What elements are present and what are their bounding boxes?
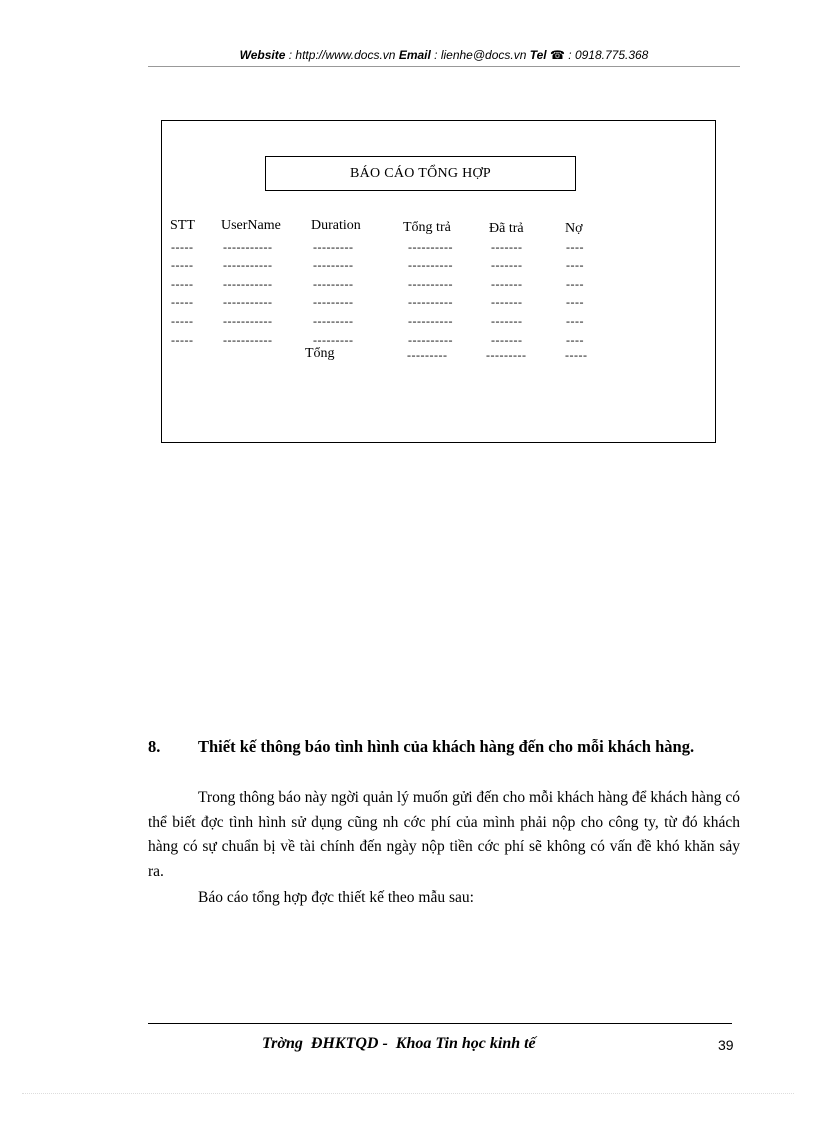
row-6-dash-duration: --------- [313,333,354,347]
row-5-dash-tong-tra: ---------- [408,314,453,328]
report-title: BÁO CÁO TỔNG HỢP [265,156,576,191]
row-1-dash-username: ----------- [223,240,273,254]
row-4-dash-tong-tra: ---------- [408,295,453,309]
row-2-dash-username: ----------- [223,258,273,272]
page-header [148,48,740,62]
row-1-dash-no: ---- [566,240,584,254]
total-dash-no: ----- [565,348,588,362]
row-3-dash-da-tra: ------- [491,277,523,291]
row-4-dash-da-tra: ------- [491,295,523,309]
row-2-dash-stt: ----- [171,258,194,272]
row-2-dash-no: ---- [566,258,584,272]
section-heading-text: Thiết kế thông báo tình hình của khách hàng đến cho mỗi khách hàng. [198,737,695,756]
row-4-dash-no: ---- [566,295,584,309]
row-3-dash-duration: --------- [313,277,354,291]
email-label: Email [398,48,431,62]
row-1-dash-tong-tra: ---------- [408,240,453,254]
page-number: 39 [718,1037,734,1053]
body-paragraph-2: Báo cáo tổng hợp đợc thiết kế theo mẫu sau: [198,889,474,906]
column-header-username: UserName [221,218,281,233]
column-header-tong-tra: Tổng trả [403,220,451,235]
column-header-no: Nợ [565,221,583,236]
row-5-dash-username: ----------- [223,314,273,328]
row-5-dash-da-tra: ------- [491,314,523,328]
row-2-dash-duration: --------- [313,258,354,272]
header-divider [148,66,740,67]
row-2-dash-da-tra: ------- [491,258,523,272]
email-value: : lienhe@docs.vn [430,48,530,62]
row-3-dash-stt: ----- [171,277,194,291]
page-bottom-edge [22,1093,794,1094]
section-heading [148,734,740,759]
row-3-dash-no: ---- [566,277,584,291]
website-label: Website [239,48,286,62]
row-5-dash-stt: ----- [171,314,194,328]
row-6-dash-tong-tra: ---------- [408,333,453,347]
row-6-dash-stt: ----- [171,333,194,347]
row-6-dash-no: ---- [566,333,584,347]
row-6-dash-username: ----------- [223,333,273,347]
website-value: : http://www.docs.vn [285,48,399,62]
row-2-dash-tong-tra: ---------- [408,258,453,272]
row-1-dash-stt: ----- [171,240,194,254]
row-4-dash-duration: --------- [313,295,354,309]
row-5-dash-duration: --------- [313,314,354,328]
row-1-dash-da-tra: ------- [491,240,523,254]
column-header-da-tra: Đã trả [489,221,524,236]
section-number: 8. [148,737,161,756]
tel-value: : 0918.775.368 [564,48,649,62]
footer-divider [148,1023,732,1024]
total-dash-tong-tra: --------- [407,348,448,362]
tel-label: Tel [529,48,547,62]
phone-icon: ☎ [549,48,565,62]
row-4-dash-username: ----------- [223,295,273,309]
row-4-dash-stt: ----- [171,295,194,309]
body-paragraph: Trong thông báo này ngời quản lý muốn gửi đến cho mỗi khách hàng để khách hàng có thể biết đợc tình hình sử dụng cũng nh cớc phí của mình phải nộp cho công ty, từ đó khách hàng có sự chuẩn bị về tài chính đến ngày nộp tiền cớc phí sẽ không có vấn đề khó khăn sảy ra. [148,789,740,880]
row-3-dash-tong-tra: ---------- [408,277,453,291]
row-1-dash-duration: --------- [313,240,354,254]
report-total-label: Tổng [305,346,335,361]
total-dash-da-tra: --------- [486,348,527,362]
column-header-stt: STT [170,218,195,233]
footer-text: Trờng ĐHKTQD - Khoa Tin học kinh tế [262,1035,536,1052]
row-3-dash-username: ----------- [223,277,273,291]
row-6-dash-da-tra: ------- [491,333,523,347]
column-header-duration: Duration [311,218,361,233]
row-5-dash-no: ---- [566,314,584,328]
